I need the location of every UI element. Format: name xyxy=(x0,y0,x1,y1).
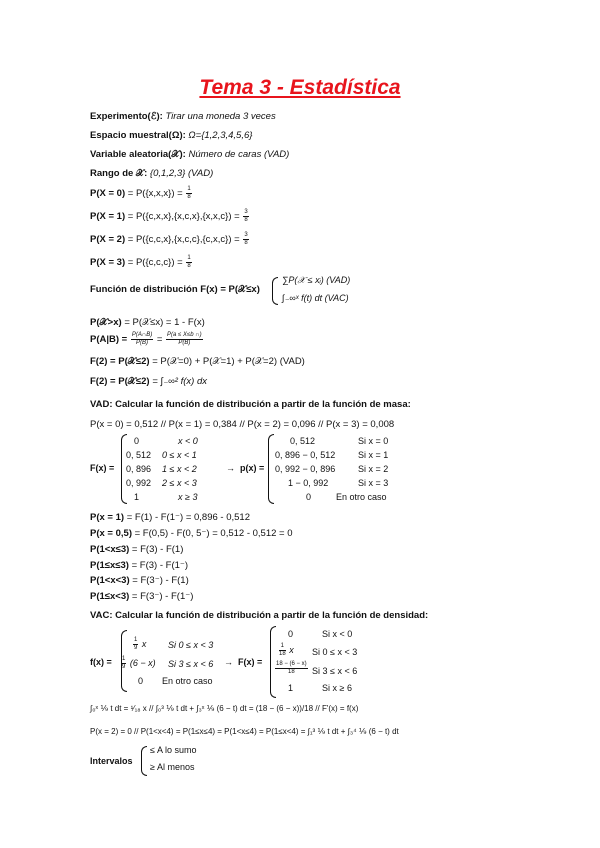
vac-f-label: f(x) = xyxy=(90,657,112,667)
frac-num: 18 − (6 − x) xyxy=(276,661,307,667)
f-fraction xyxy=(133,637,138,652)
frac-num: P(A∩B) xyxy=(131,332,153,338)
prob-fraction xyxy=(186,186,191,201)
p-value: 0, 896 − 0, 512 xyxy=(275,450,336,460)
calc-row xyxy=(90,544,183,555)
prob-expr: = P({x,x,x}) = xyxy=(127,188,183,200)
F-cond: Si x ≥ 6 xyxy=(322,683,352,693)
p-cond: Si x = 2 xyxy=(358,464,389,474)
def-variable xyxy=(90,149,289,160)
prob-row xyxy=(90,255,193,270)
f-cond: Si 3 ≤ x < 6 xyxy=(168,659,214,669)
frac-num: 1 xyxy=(122,656,126,662)
def-value: Número de caras (VAD) xyxy=(188,149,290,160)
intervals-label: Intervalos xyxy=(90,756,133,766)
vad-heading: VAD: Calcular la función de distribución a partir de la función de masa: xyxy=(90,399,411,410)
F-value: 0, 992 xyxy=(126,478,152,488)
distfunc-title: Función de distribución F(x) = P(𝒳≤x) xyxy=(90,284,260,295)
p-cond: Si x = 1 xyxy=(358,450,389,460)
frac-num: 1 xyxy=(280,643,285,649)
interval-item: ≥ Al menos xyxy=(150,762,195,772)
F-value: 0, 896 xyxy=(126,464,152,474)
prob-label: P(X = 1) xyxy=(90,211,126,223)
F-cond: Si 0 ≤ x < 3 xyxy=(312,647,358,657)
f-cond: En otro caso xyxy=(162,676,213,686)
prob-label: P(X = 2) xyxy=(90,234,126,246)
F-row xyxy=(274,661,309,676)
vac-heading: VAC: Calcular la función de distribución a partir de la función de densidad: xyxy=(90,610,429,621)
f-cond: Si 0 ≤ x < 3 xyxy=(168,640,214,650)
frac-num: 3 xyxy=(244,232,248,238)
interval-item: ≤ A lo sumo xyxy=(150,745,197,755)
p-value: 0 xyxy=(306,492,312,502)
calc-expr: = F(0,5) - F(0, 5⁻) = 0,512 - 0,512 = 0 xyxy=(134,528,293,539)
frac-den: 8 xyxy=(244,240,248,246)
def-rango xyxy=(90,168,213,179)
vad-F-label: F(x) = xyxy=(90,463,115,473)
calc-expr: = F(3⁻) - F(1⁻) xyxy=(131,591,194,602)
brace xyxy=(141,746,147,776)
F-cond: Si x < 0 xyxy=(322,629,353,639)
p-cond: Si x = 3 xyxy=(358,478,389,488)
prob-expr: = P({c,c,c}) = xyxy=(127,257,183,269)
frac-den: 8 xyxy=(187,263,191,269)
frac-num: 1 xyxy=(134,637,138,643)
brace xyxy=(272,277,278,305)
calc-label: P(1<x≤3) xyxy=(90,544,130,555)
F-value: 1 xyxy=(134,492,140,502)
f-row xyxy=(120,656,156,671)
vac-integrals-1: ∫₀ˣ ⅑ t dt = ¹⁄₁₈ x // ∫₀³ ⅑ t dt + ∫₃ˣ ⅑ (6 − t) dt = (18 − (6 − x))/18 // F'(x) = f(x) xyxy=(90,704,359,713)
def-label: Rango de 𝒳: xyxy=(90,168,148,179)
frac-den: P(B) xyxy=(136,340,149,346)
calc-expr: = F(1) - F(1⁻) = 0,896 - 0,512 xyxy=(126,512,250,523)
prop-conditional: P(A|B) = $\frac{P(A\cap B)}{P(B)}$ = $\frac{P(a \le X\le b \cap)}{P(B)}$ xyxy=(90,332,202,346)
prob-fraction xyxy=(243,232,248,247)
prob-row xyxy=(90,186,193,201)
prob-fraction xyxy=(186,255,191,270)
bracket xyxy=(268,434,274,504)
vad-p-label: p(x) = xyxy=(240,463,265,473)
frac-den: 8 xyxy=(244,217,248,223)
distfunc-vad: ∑P(𝒳 ≤ xᵢ) (VAD) xyxy=(282,275,351,285)
frac-den: 18 xyxy=(288,669,295,675)
frac-den: P(B) xyxy=(178,340,191,346)
vac-integrals-2: P(x = 2) = 0 // P(1<x<4) = P(1≤x≤4) = P(1<x≤4) = P(1≤x<4) = ∫₁³ ⅑ t dt + ∫₃⁴ ⅑ (6 − t) dt xyxy=(90,727,399,736)
calc-row xyxy=(90,575,189,586)
calc-label: P(1<x<3) xyxy=(90,575,130,586)
prop-expr: = P(𝒳=0) + P(𝒳=1) + P(𝒳=2) (VAD) xyxy=(152,356,305,367)
def-value: Tirar una moneda 3 veces xyxy=(165,111,276,122)
def-experimento xyxy=(90,111,276,122)
F-cond: Si 3 ≤ x < 6 xyxy=(312,666,358,676)
F-term: x xyxy=(289,644,294,655)
prob-expr: = P({c,c,x},{x,c,c},{c,x,c}) = xyxy=(127,234,240,246)
F-cond: 0 ≤ x < 1 xyxy=(162,450,197,460)
prob-row xyxy=(90,209,250,224)
arrow-icon: → xyxy=(226,463,235,473)
F-row xyxy=(278,643,294,658)
prob-fraction xyxy=(243,209,248,224)
calc-row xyxy=(90,591,193,602)
calc-expr: = F(3) - F(1) xyxy=(131,544,184,555)
p-cond: Si x = 0 xyxy=(358,436,389,446)
F-value: 0 xyxy=(134,436,140,446)
f-term: (6 − x) xyxy=(129,657,156,668)
calc-row xyxy=(90,560,188,571)
prob-expr: = P({c,x,x},{x,c,x},{x,x,c}) = xyxy=(127,211,240,223)
prob-label: P(X = 0) xyxy=(90,188,126,200)
prob-row xyxy=(90,232,250,247)
p-value: 1 − 0, 992 xyxy=(288,478,329,488)
prob-label: P(X = 3) xyxy=(90,257,126,269)
frac-num: 3 xyxy=(244,209,248,215)
F-fraction xyxy=(275,661,308,676)
prop-complement: P(𝒳>x) = P(𝒳≤x) = 1 - F(x) xyxy=(90,317,205,328)
F-term: 0 xyxy=(288,629,294,639)
calc-row xyxy=(90,528,293,539)
def-value: Ω={1,2,3,4,5,6} xyxy=(188,130,253,141)
calc-row xyxy=(90,512,250,523)
prop-f2-vad xyxy=(90,356,305,367)
def-value: {0,1,2,3} (VAD) xyxy=(149,168,214,179)
calc-label: P(x = 0,5) xyxy=(90,528,132,539)
def-label: Espacio muestral(Ω): xyxy=(90,130,186,141)
arrow-icon: → xyxy=(224,657,233,667)
def-label: Experimento(ℰ): xyxy=(90,111,163,122)
p-value: 0, 512 xyxy=(290,436,316,446)
calc-expr: = F(3) - F(1⁻) xyxy=(131,560,189,571)
calc-expr: = F(3⁻) - F(1) xyxy=(132,575,189,586)
calc-label: P(1≤x≤3) xyxy=(90,560,129,571)
frac-den: 9 xyxy=(134,645,138,651)
calc-label: P(1≤x<3) xyxy=(90,591,130,602)
p-cond: En otro caso xyxy=(336,492,387,502)
f-row xyxy=(132,637,146,652)
frac-num: 1 xyxy=(187,186,191,192)
p-value: 0, 992 − 0, 896 xyxy=(275,464,336,474)
f-term: x xyxy=(141,638,147,649)
page-title: Tema 3 - Estadística xyxy=(199,76,401,99)
F-cond: x ≥ 3 xyxy=(178,492,198,502)
distfunc-vac: ∫₋∞ˣ f(t) dt (VAC) xyxy=(282,293,349,303)
prop-expr: = ∫₋∞² f(x) dx xyxy=(152,376,207,387)
frac-den: 18 xyxy=(279,651,286,657)
F-cond: x < 0 xyxy=(178,436,198,446)
frac-den: 8 xyxy=(187,194,191,200)
distfunc-label xyxy=(90,284,260,295)
vac-F-label: F(x) = xyxy=(238,657,263,667)
f-term: 0 xyxy=(138,676,144,686)
frac-num: P(a ≤ X≤b ∩) xyxy=(167,332,202,338)
calc-label: P(x = 1) xyxy=(90,512,125,523)
prop-f2-vac xyxy=(90,376,207,387)
frac-den: 9 xyxy=(122,664,126,670)
def-label: Variable aleatoria(𝒳): xyxy=(90,149,186,160)
prop-label: F(2) = P(𝒳≤2) xyxy=(90,356,150,367)
F-fraction xyxy=(279,643,286,658)
cond-fraction xyxy=(131,332,153,347)
def-espacio xyxy=(90,130,252,141)
F-cond: 2 ≤ x < 3 xyxy=(162,478,197,488)
f-fraction xyxy=(121,656,126,671)
prop-label: P(A|B) = xyxy=(90,334,128,346)
cond-fraction xyxy=(166,332,203,347)
F-value: 0, 512 xyxy=(126,450,152,460)
vad-masses: P(x = 0) = 0,512 // P(x = 1) = 0,384 // P(x = 2) = 0,096 // P(x = 3) = 0,008 xyxy=(90,419,395,430)
frac-num: 1 xyxy=(187,255,191,261)
prop-label: F(2) = P(𝒳≤2) xyxy=(90,376,150,387)
F-cond: 1 ≤ x < 2 xyxy=(162,464,197,474)
F-term: 1 xyxy=(288,683,294,693)
